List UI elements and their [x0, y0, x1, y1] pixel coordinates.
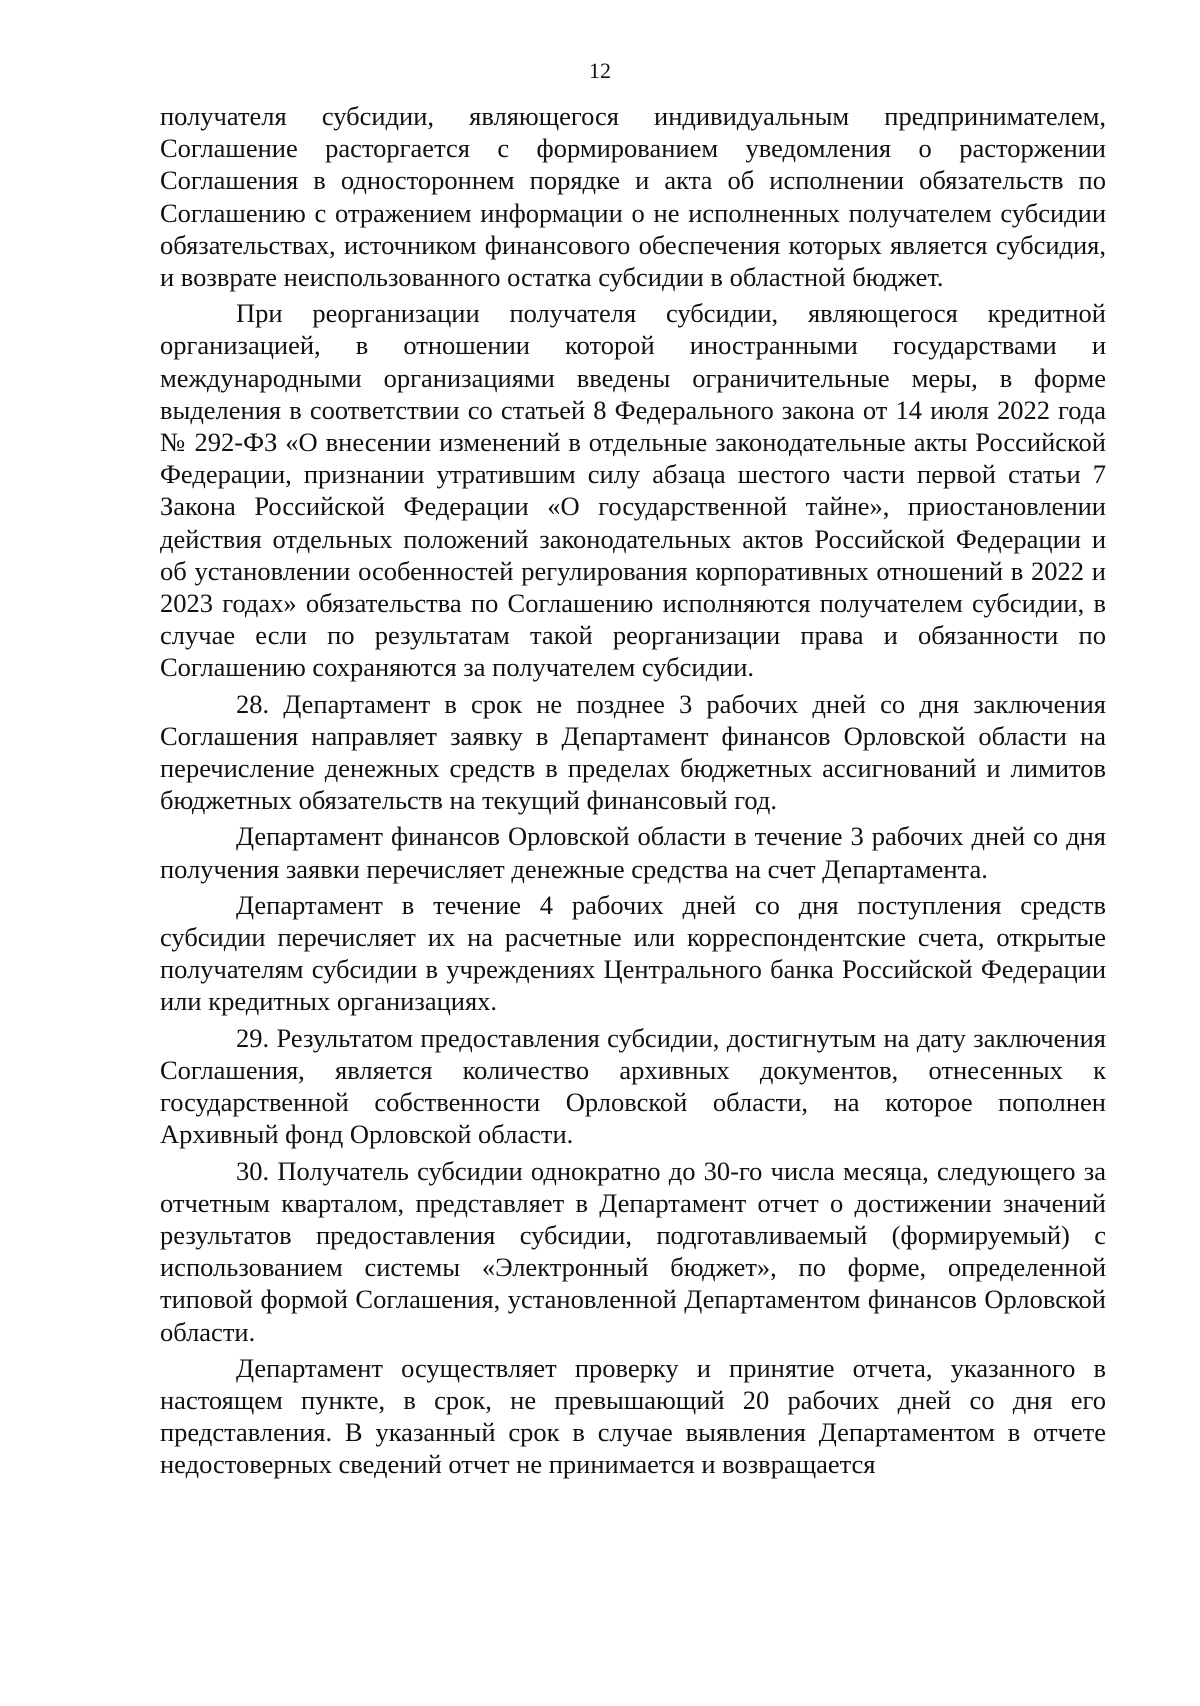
page-number: 12	[589, 58, 611, 83]
paragraph-6: 29. Результатом предоставления субсидии, достигнутым на дату заключения Соглашения, является количество архивных документов, отнесенных к государственной собственности Орловской области, на которое пополнен Архивный фонд Орловской области.	[160, 1022, 1106, 1150]
document-body	[160, 100, 1106, 1481]
paragraph-5: Департамент в течение 4 рабочих дней со дня поступления средств субсидии перечисляет их на расчетные или корреспондентские счета, открытые получателям субсидии в учреждениях Центрального банка Российской Федерации или кредитных организациях.	[160, 889, 1106, 1017]
paragraph-2: При реорганизации получателя субсидии, являющегося кредитной организацией, в отношении которой иностранными государствами и международными организациями введены ограничительные меры, в форме выделения в соответствии со статьей 8 Федерального закона от 14 июля 2022 года № 292-ФЗ «О внесении изменений в отдельные законодательные акты Российской Федерации, признании утратившим силу абзаца шестого части первой статьи 7 Закона Российской Федерации «О государственной тайне», приостановлении действия отдельных положений законодательных актов Российской Федерации и об установлении особенностей регулирования корпоративных отношений в 2022 и 2023 годах» обязательства по Соглашению исполняются получателем субсидии, в случае если по результатам такой реорганизации права и обязанности по Соглашению сохраняются за получателем субсидии.	[160, 298, 1106, 683]
paragraph-8: Департамент осуществляет проверку и принятие отчета, указанного в настоящем пункте, в срок, не превышающий 20 рабочих дней со дня его представления. В указанный срок в случае выявления Департаментом в отчете недостоверных сведений отчет не принимается и возвращается	[160, 1352, 1106, 1480]
paragraph-7: 30. Получатель субсидии однократно до 30-го числа месяца, следующего за отчетным кварталом, представляет в Департамент отчет о достижении значений результатов предоставления субсидии, подготавливаемый (формируемый) с использованием системы «Электронный бюджет», по форме, определенной типовой формой Соглашения, установленной Департаментом финансов Орловской области.	[160, 1155, 1106, 1347]
paragraph-3: 28. Департамент в срок не позднее 3 рабочих дней со дня заключения Соглашения направляет заявку в Департамент финансов Орловской области на перечисление денежных средств в пределах бюджетных ассигнований и лимитов бюджетных обязательств на текущий финансовый год.	[160, 688, 1106, 816]
paragraph-1: получателя субсидии, являющегося индивидуальным предпринимателем, Соглашение расторгается с формированием уведомления о расторжении Соглашения в одностороннем порядке и акта об исполнении обязательств по Соглашению с отражением информации о не исполненных получателем субсидии обязательствах, источником финансового обеспечения которых является субсидия, и возврате неиспользованного остатка субсидии в областной бюджет.	[160, 101, 1106, 293]
paragraph-4: Департамент финансов Орловской области в течение 3 рабочих дней со дня получения заявки перечисляет денежные средства на счет Департамента.	[160, 821, 1106, 884]
